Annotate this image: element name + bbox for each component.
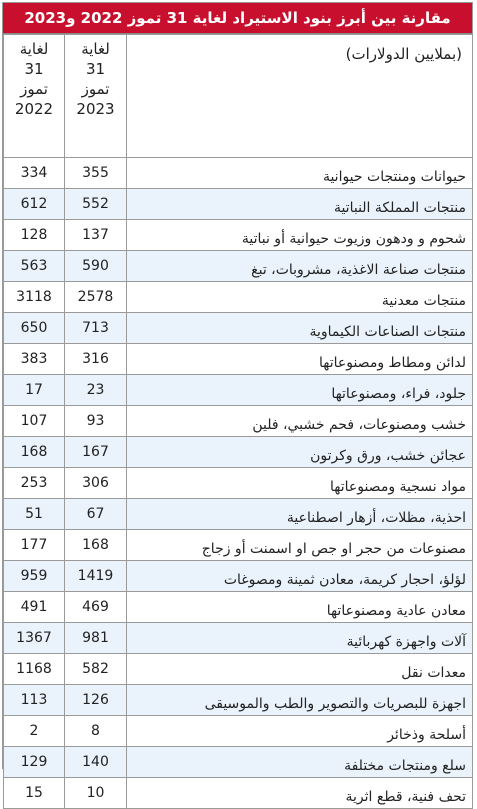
table-row [4,592,473,623]
row-label: أسلحة وذخائر [127,716,473,747]
value-2022-cell: 334 [4,158,65,189]
value-2022-cell: 383 [4,344,65,375]
table-row [4,685,473,716]
value-2022-cell: 113 [4,685,65,716]
value-2023-cell: 167 [65,437,127,468]
units-header: (بملايين الدولارات) [127,35,473,158]
value-2022-cell: 612 [4,189,65,220]
value-2022-cell: 15 [4,778,65,809]
column-header-2023-line: 31 [85,60,106,78]
value-2023-cell: 10 [65,778,127,809]
value-2023-cell: 981 [65,623,127,654]
table-row [4,623,473,654]
table-row [4,561,473,592]
table-row [4,220,473,251]
table-row [4,189,473,220]
value-2023-cell: 1419 [65,561,127,592]
import-comparison-table-frame [2,2,473,805]
value-2023-cell: 140 [65,747,127,778]
value-2022-cell: 129 [4,747,65,778]
column-header-2023-line: لغاية [81,40,110,58]
value-2022-cell: 491 [4,592,65,623]
table-row [4,375,473,406]
value-2023-cell: 137 [65,220,127,251]
row-label: جلود، فراء، ومصنوعاتها [127,375,473,406]
value-2023-cell: 355 [65,158,127,189]
value-2023-cell: 23 [65,375,127,406]
row-label: خشب ومصنوعات، فحم خشبي، فلين [127,406,473,437]
value-2023-cell: 316 [65,344,127,375]
row-label: مصنوعات من حجر او جص او اسمنت أو زجاج [127,530,473,561]
value-2022-cell: 51 [4,499,65,530]
table-title: مقارنة بين أبرز بنود الاستيراد لغاية 31 تموز 2022 و2023 [3,3,472,34]
table-row [4,654,473,685]
value-2023-cell: 2578 [65,282,127,313]
table-row [4,468,473,499]
table-row [4,406,473,437]
value-2022-cell: 177 [4,530,65,561]
value-2023-cell: 126 [65,685,127,716]
row-label: اجهزة للبصريات والتصوير والطب والموسيقى [127,685,473,716]
value-2023-cell: 8 [65,716,127,747]
table-row [4,530,473,561]
row-label: آلات واجهزة كهربائية [127,623,473,654]
value-2022-cell: 128 [4,220,65,251]
row-label: تحف فنية، قطع اثرية [127,778,473,809]
table-row [4,716,473,747]
header-row [4,35,473,158]
table-row [4,344,473,375]
table-row [4,158,473,189]
table-row [4,282,473,313]
value-2022-cell: 563 [4,251,65,282]
row-label: معدات نقل [127,654,473,685]
row-label: سلع ومنتجات مختلفة [127,747,473,778]
value-2022-cell: 650 [4,313,65,344]
row-label: مواد نسجية ومصنوعاتها [127,468,473,499]
table-row [4,778,473,809]
value-2022-cell: 2 [4,716,65,747]
row-label: منتجات صناعة الاغذية، مشروبات، تبغ [127,251,473,282]
table-row [4,313,473,344]
value-2022-cell: 959 [4,561,65,592]
column-header-2023 [65,35,127,158]
value-2022-cell: 1367 [4,623,65,654]
column-header-2022-line: 31 [24,60,44,78]
value-2022-cell: 253 [4,468,65,499]
row-label: لدائن ومطاط ومصنوعاتها [127,344,473,375]
import-comparison-table [3,34,473,809]
row-label: لؤلؤ، احجار كريمة، معادن ثمينة ومصوغات [127,561,473,592]
row-label: عجائن خشب، ورق وكرتون [127,437,473,468]
column-header-2022-line: 2022 [14,100,54,118]
value-2023-cell: 67 [65,499,127,530]
table-body [4,158,473,809]
value-2023-cell: 306 [65,468,127,499]
table-row [4,251,473,282]
value-2023-cell: 582 [65,654,127,685]
column-header-2022 [4,35,65,158]
value-2022-cell: 1168 [4,654,65,685]
column-header-2022-line: لغاية [19,40,49,58]
row-label: شحوم و ودهون وزيوت حيوانية أو نباتية [127,220,473,251]
column-header-2023-line: تموز [81,80,110,98]
value-2022-cell: 107 [4,406,65,437]
value-2023-cell: 469 [65,592,127,623]
row-label: منتجات الصناعات الكيماوية [127,313,473,344]
row-label: منتجات المملكة النباتية [127,189,473,220]
column-header-2022-line: تموز [20,80,48,98]
column-header-2023-line: 2023 [76,100,115,118]
value-2023-cell: 713 [65,313,127,344]
value-2023-cell: 552 [65,189,127,220]
value-2023-cell: 168 [65,530,127,561]
row-label: معادن عادية ومصنوعاتها [127,592,473,623]
row-label: منتجات معدنية [127,282,473,313]
value-2022-cell: 3118 [4,282,65,313]
value-2022-cell: 17 [4,375,65,406]
value-2022-cell: 168 [4,437,65,468]
value-2023-cell: 93 [65,406,127,437]
table-row [4,499,473,530]
row-label: حيوانات ومنتجات حيوانية [127,158,473,189]
table-row [4,437,473,468]
row-label: احذية، مظلات، أزهار اصطناعية [127,499,473,530]
value-2023-cell: 590 [65,251,127,282]
